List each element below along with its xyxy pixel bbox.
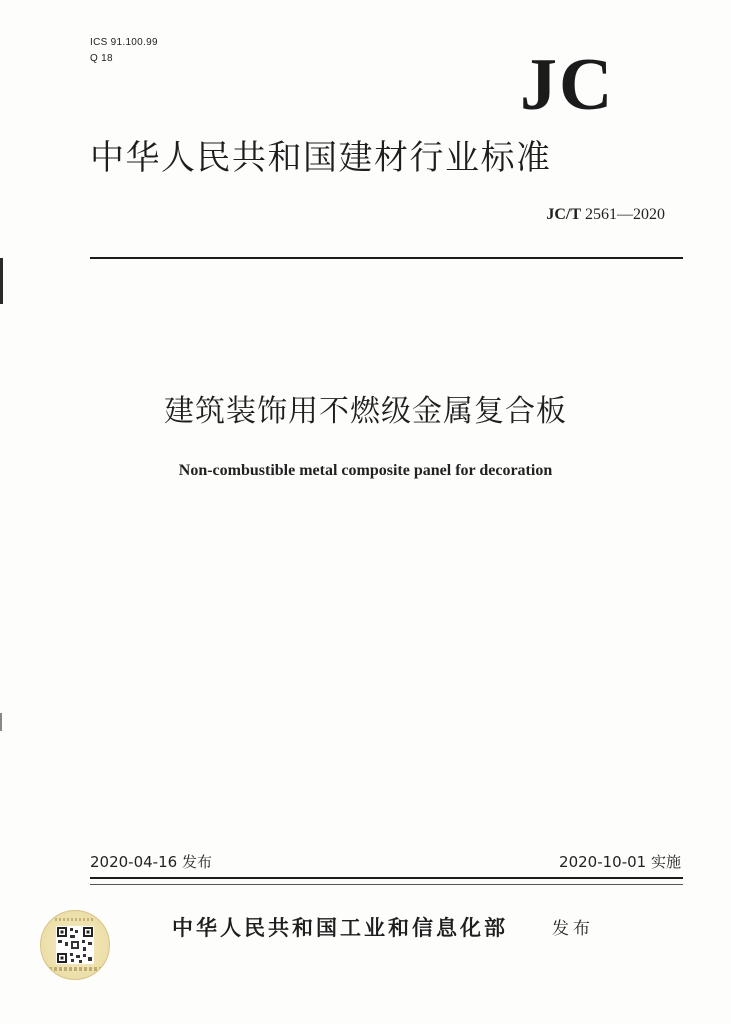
standard-category-title: 中华人民共和国建材行业标准 bbox=[90, 138, 552, 178]
jc-logo: JC bbox=[520, 44, 615, 126]
classification-codes bbox=[90, 35, 158, 67]
ccs-code: Q 18 bbox=[90, 53, 113, 64]
header-divider bbox=[90, 257, 683, 259]
ics-code: ICS 91.100.99 bbox=[90, 37, 158, 48]
document-title-zh: 建筑装饰用不燃级金属复合板 bbox=[164, 394, 567, 429]
publish-label: 发布 bbox=[552, 919, 594, 939]
scan-edge-mark bbox=[0, 258, 3, 304]
document-title-en: Non-combustible metal composite panel for decoration bbox=[178, 462, 553, 479]
qr-code-icon[interactable] bbox=[56, 926, 94, 964]
publisher-name: 中华人民共和国工业和信息化部 bbox=[172, 915, 508, 940]
footer-divider bbox=[90, 877, 683, 879]
scan-edge-mark-small bbox=[0, 713, 2, 731]
seal-ring-text-top bbox=[55, 918, 95, 921]
standard-number bbox=[546, 206, 665, 224]
footer-divider-thin bbox=[90, 884, 683, 885]
seal-ring-text-bottom bbox=[49, 967, 101, 971]
standard-number-prefix: JC/T bbox=[546, 206, 581, 223]
implementation-date: 2020-10-01 实施 bbox=[559, 853, 681, 871]
standard-number-value: 2561—2020 bbox=[585, 206, 665, 223]
issue-date: 2020-04-16 发布 bbox=[90, 853, 212, 871]
anti-counterfeit-seal-icon[interactable] bbox=[40, 910, 110, 980]
